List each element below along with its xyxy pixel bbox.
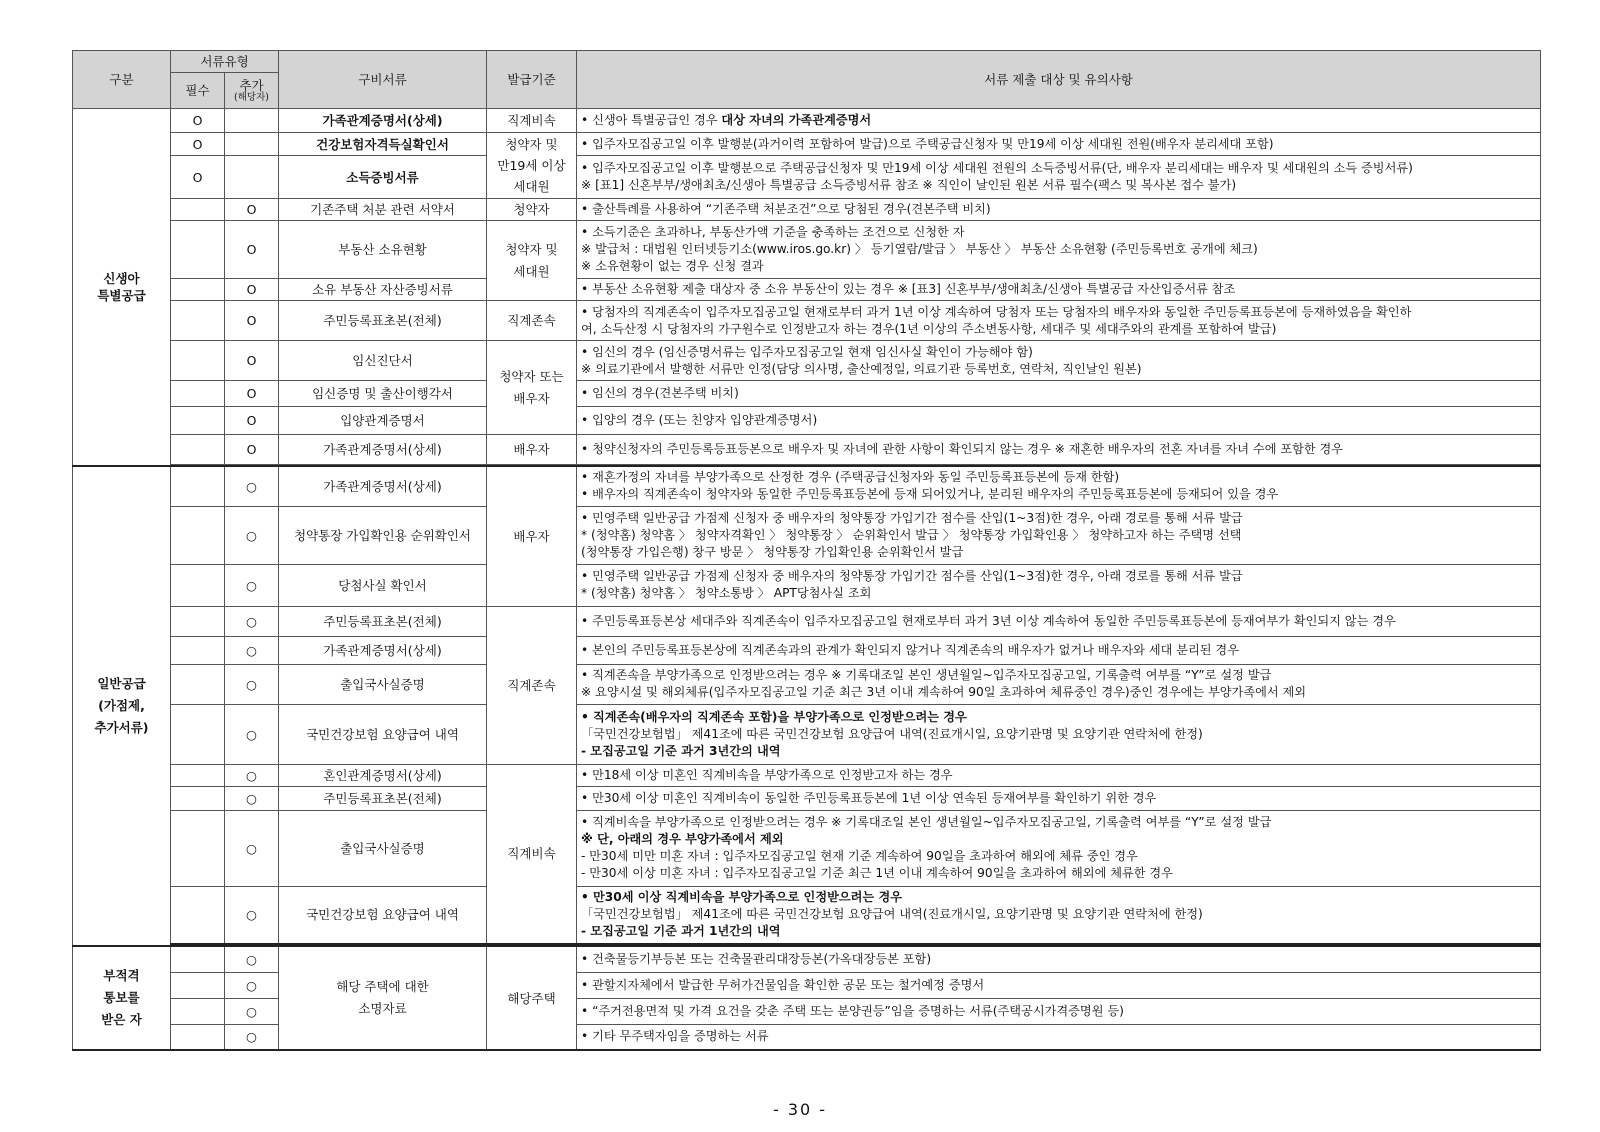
additional-mark: O <box>225 435 279 465</box>
note: • 신생아 특별공급인 경우 대상 자녀의 가족관계증명서 <box>577 109 1541 133</box>
document-name: 가족관계증명서(상세) <box>279 636 487 664</box>
document-name: 국민건강보험 요양급여 내역 <box>279 704 487 764</box>
additional-mark: ○ <box>225 1024 279 1050</box>
note: • 본인의 주민등록표등본상에 직계존속과의 관계가 확인되지 않거나 직계존속의 배우자가 없거나 배우자와 세대 분리된 경우 <box>577 636 1541 664</box>
note: • 재혼가정의 자녀를 부양가족으로 산정한 경우 (주택공급신청자와 동일 주민등록표등본에 등재 한함) • 배우자의 직계존속이 청약자와 동일한 주민등록표등본에 등재 되어있거나, 분리된 배우자의 주민등록표등본에 등재되어 있을 경우 <box>577 466 1541 506</box>
header-additional: 추가 (해당자) <box>225 73 279 109</box>
note: • 당첨자의 직계존속이 입주자모집공고일 현재로부터 과거 1년 이상 계속하여 당첨자 또는 당첨자의 배우자와 동일한 주민등록표등본에 등재하였음을 확인하 여, 소득산정 시 당첨자의 가구원수로 인정받고자 하는 경우(1년 이상의 주소변동사항, 세대주 및 세대주와의 관계를 포함하여 발급) <box>577 301 1541 341</box>
issue-basis: 직계존속 <box>487 301 577 341</box>
note: • “주거전용면적 및 가격 요건을 갖춘 주택 또는 분양권등”임을 증명하는 서류(주택공시가격증명원 등) <box>577 998 1541 1024</box>
additional-mark: ○ <box>225 786 279 810</box>
additional-mark: O <box>225 407 279 435</box>
table-row <box>73 786 1541 810</box>
note: • 만18세 이상 미혼인 직계비속을 부양가족으로 인정받고자 하는 경우 <box>577 764 1541 786</box>
document-name: 가족관계증명서(상세) <box>279 109 487 133</box>
table-row <box>73 109 1541 133</box>
header-notes: 서류 제출 대상 및 유의사항 <box>577 51 1541 109</box>
header-required: 필수 <box>171 73 225 109</box>
note: • 입양의 경우 (또는 친양자 입양관계증명서) <box>577 407 1541 435</box>
document-name: 주민등록표초본(전체) <box>279 606 487 636</box>
note: • 직계존속(배우자의 직계존속 포함)을 부양가족으로 인정받으려는 경우 「국민건강보험법」 제41조에 따른 국민건강보험 요양급여 내역(진료개시일, 요양기관명 및 요양기관 연락처에 한정) - 모집공고일 기준 과거 3년간의 내역 <box>577 704 1541 764</box>
document-name: 임신증명 및 출산이행각서 <box>279 381 487 407</box>
required-mark: O <box>171 133 225 156</box>
table-row <box>73 407 1541 435</box>
additional-mark: O <box>225 199 279 221</box>
issue-basis: 직계비속 <box>487 764 577 944</box>
table-row <box>73 810 1541 886</box>
document-name: 소득증빙서류 <box>279 156 487 199</box>
page-number: - 30 - <box>772 1100 828 1119</box>
group-newborn: 신생아 특별공급 <box>73 109 171 467</box>
note: • 입주자모집공고일 이후 발행분으로 주택공급신청자 및 만19세 이상 세대원 전원의 소득증빙서류(단, 배우자 분리세대는 배우자 및 세대원의 소득 증빙서류) ※ [표1] 신혼부부/생애최초/신생아 특별공급 소득증빙서류 참조 ※ 직인이 날인된 원본 서류 필수(팩스 및 복사본 접수 불가) <box>577 156 1541 199</box>
additional-mark: O <box>225 341 279 381</box>
additional-mark: ○ <box>225 606 279 636</box>
additional-mark: O <box>225 221 279 279</box>
note: • 소득기준은 초과하나, 부동산가액 기준을 충족하는 조건으로 신청한 자 ※ 발급처 : 대법원 인터넷등기소(www.iros.go.kr) 〉 등기열람/발급 〉 부동산 〉 부동산 소유현황 (주민등록번호 공개에 체크) ※ 소유현황이 없는 경우 신청 결과 <box>577 221 1541 279</box>
document-name: 혼인관계증명서(상세) <box>279 764 487 786</box>
table-row <box>73 506 1541 564</box>
additional-mark: ○ <box>225 998 279 1024</box>
note: • 건축물등기부등본 또는 건축물관리대장등본(가옥대장등본 포함) <box>577 946 1541 972</box>
additional-mark: ○ <box>225 466 279 506</box>
table-row <box>73 199 1541 221</box>
additional-mark: ○ <box>225 664 279 704</box>
table-row <box>73 221 1541 279</box>
additional-mark: ○ <box>225 810 279 886</box>
note: • 직계존속을 부양가족으로 인정받으려는 경우 ※ 기록대조일 본인 생년월일~입주자모집공고일, 기록출력 여부를 “Y”로 설정 발급 ※ 요양시설 및 해외체류(입주자모집공고일 기준 최근 3년 이내 계속하여 90일 초과하여 체류중인 경우)중인 경우에는 부양가족에서 제외 <box>577 664 1541 704</box>
additional-mark: ○ <box>225 506 279 564</box>
header-doc-type: 서류유형 <box>171 51 279 73</box>
note: • 민영주택 일반공급 가점제 신청자 중 배우자의 청약통장 가입기간 점수를 산입(1~3점)한 경우, 아래 경로를 통해 서류 발급 * (청약홈) 청약홈 〉 청약자격확인 〉 청약통장 〉 순위확인서 발급 〉 청약통장 가입확인용 〉 청약하고자 하는 주택명 선택 (청약통장 가입은행) 창구 방문 〉 청약통장 가입확인용 순위확인서 발급 <box>577 506 1541 564</box>
table-row <box>73 341 1541 381</box>
document-name: 주민등록표초본(전체) <box>279 786 487 810</box>
issue-basis: 청약자 또는 배우자 <box>487 341 577 435</box>
document-name: 청약통장 가입확인용 순위확인서 <box>279 506 487 564</box>
table-row <box>73 435 1541 465</box>
note: • 기타 무주택자임을 증명하는 서류 <box>577 1024 1541 1050</box>
issue-basis: 배우자 <box>487 466 577 606</box>
issue-basis: 청약자 <box>487 199 577 221</box>
table-row <box>73 664 1541 704</box>
note: • 만30세 이상 미혼인 직계비속이 동일한 주민등록표등본에 1년 이상 연속된 등재여부를 확인하기 위한 경우 <box>577 786 1541 810</box>
issue-basis: 청약자 및 세대원 <box>487 221 577 301</box>
document-name: 임신진단서 <box>279 341 487 381</box>
required-documents-table <box>72 50 1541 1051</box>
additional-mark: O <box>225 381 279 407</box>
note: • 부동산 소유현황 제출 대상자 중 소유 부동산이 있는 경우 ※ [표3] 신혼부부/생애최초/신생아 특별공급 자산입증서류 참조 <box>577 279 1541 301</box>
note: • 출산특례를 사용하여 “기존주택 처분조건”으로 당첨된 경우(견본주택 비치) <box>577 199 1541 221</box>
additional-mark: O <box>225 279 279 301</box>
note: • 임신의 경우 (임신증명서류는 입주자모집공고일 현재 임신사실 확인이 가능해야 함) ※ 의료기관에서 발행한 서류만 인정(담당 의사명, 출산예정일, 의료기관 등록번호, 연락처, 직인날인 원본) <box>577 341 1541 381</box>
group-ineligible: 부적격 통보를 받은 자 <box>73 946 171 1050</box>
required-mark: O <box>171 109 225 133</box>
document-name: 건강보험자격득실확인서 <box>279 133 487 156</box>
header-issue-basis: 발급기준 <box>487 51 577 109</box>
document-name: 출입국사실증명 <box>279 810 487 886</box>
table-row <box>73 764 1541 786</box>
document-name: 입양관계증명서 <box>279 407 487 435</box>
table-row <box>73 886 1541 944</box>
document-name: 해당 주택에 대한 소명자료 <box>279 946 487 1050</box>
note: • 임신의 경우(견본주택 비치) <box>577 381 1541 407</box>
header-gubun: 구분 <box>73 51 171 109</box>
note: • 직계비속을 부양가족으로 인정받으려는 경우 ※ 기록대조일 본인 생년월일~입주자모집공고일, 기록출력 여부를 “Y”로 설정 발급 ※ 단, 아래의 경우 부양가족에서 제외 - 만30세 미만 미혼 자녀 : 입주자모집공고일 현재 기준 계속하여 90일을 초과하여 해외에 체류 중인 경우 - 만30세 이상 미혼 자녀 : 입주자모집공고일 기준 최근 1년 이내 계속하여 90일을 초과하여 해외에 체류한 경우 <box>577 810 1541 886</box>
issue-basis: 청약자 및 만19세 이상 세대원 <box>487 133 577 199</box>
document-name: 당첨사실 확인서 <box>279 564 487 606</box>
document-name: 출입국사실증명 <box>279 664 487 704</box>
header-additional-sub: (해당자) <box>234 91 269 103</box>
additional-mark: O <box>225 301 279 341</box>
additional-mark: ○ <box>225 886 279 944</box>
table-row <box>73 466 1541 506</box>
table-row <box>73 564 1541 606</box>
table-row <box>73 301 1541 341</box>
document-name: 국민건강보험 요양급여 내역 <box>279 886 487 944</box>
document-name: 가족관계증명서(상세) <box>279 435 487 465</box>
table-row <box>73 381 1541 407</box>
additional-mark: ○ <box>225 564 279 606</box>
note: • 민영주택 일반공급 가점제 신청자 중 배우자의 청약통장 가입기간 점수를 산입(1~3점)한 경우, 아래 경로를 통해 서류 발급 * (청약홈) 청약홈 〉 청약소통방 〉 APT당첨사실 조회 <box>577 564 1541 606</box>
table-row <box>73 704 1541 764</box>
group-general: 일반공급 (가점제, 추가서류) <box>73 466 171 946</box>
issue-basis: 직계비속 <box>487 109 577 133</box>
required-mark: O <box>171 156 225 199</box>
additional-mark: ○ <box>225 704 279 764</box>
document-name: 기존주택 처분 관련 서약서 <box>279 199 487 221</box>
note: • 청약신청자의 주민등록등표등본으로 배우자 및 자녀에 관한 사항이 확인되지 않는 경우 ※ 재혼한 배우자의 전혼 자녀를 자녀 수에 포함한 경우 <box>577 435 1541 465</box>
additional-mark: ○ <box>225 764 279 786</box>
note: • 주민등록표등본상 세대주와 직계존속이 입주자모집공고일 현재로부터 과거 3년 이상 계속하여 동일한 주민등록표등본에 등재여부가 확인되지 않는 경우 <box>577 606 1541 636</box>
issue-basis: 직계존속 <box>487 606 577 764</box>
table-row <box>73 946 1541 972</box>
additional-mark: ○ <box>225 946 279 972</box>
additional-mark: ○ <box>225 636 279 664</box>
issue-basis: 해당주택 <box>487 946 577 1050</box>
document-name: 소유 부동산 자산증빙서류 <box>279 279 487 301</box>
table-row <box>73 156 1541 199</box>
additional-mark: ○ <box>225 972 279 998</box>
table-row <box>73 279 1541 301</box>
note: • 입주자모집공고일 이후 발행분(과거이력 포함하여 발급)으로 주택공급신청자 및 만19세 이상 세대원 전원(배우자 분리세대 포함) <box>577 133 1541 156</box>
table-row <box>73 606 1541 636</box>
document-name: 부동산 소유현황 <box>279 221 487 279</box>
header-document: 구비서류 <box>279 51 487 109</box>
table-row <box>73 636 1541 664</box>
document-name: 가족관계증명서(상세) <box>279 466 487 506</box>
note: • 관할지자체에서 발급한 무허가건물임을 확인한 공문 또는 철거예정 증명서 <box>577 972 1541 998</box>
issue-basis: 배우자 <box>487 435 577 465</box>
document-name: 주민등록표초본(전체) <box>279 301 487 341</box>
note: • 만30세 이상 직계비속을 부양가족으로 인정받으려는 경우 「국민건강보험법」 제41조에 따른 국민건강보험 요양급여 내역(진료개시일, 요양기관명 및 요양기관 연락처에 한정) - 모집공고일 기준 과거 1년간의 내역 <box>577 886 1541 944</box>
table-row <box>73 133 1541 156</box>
